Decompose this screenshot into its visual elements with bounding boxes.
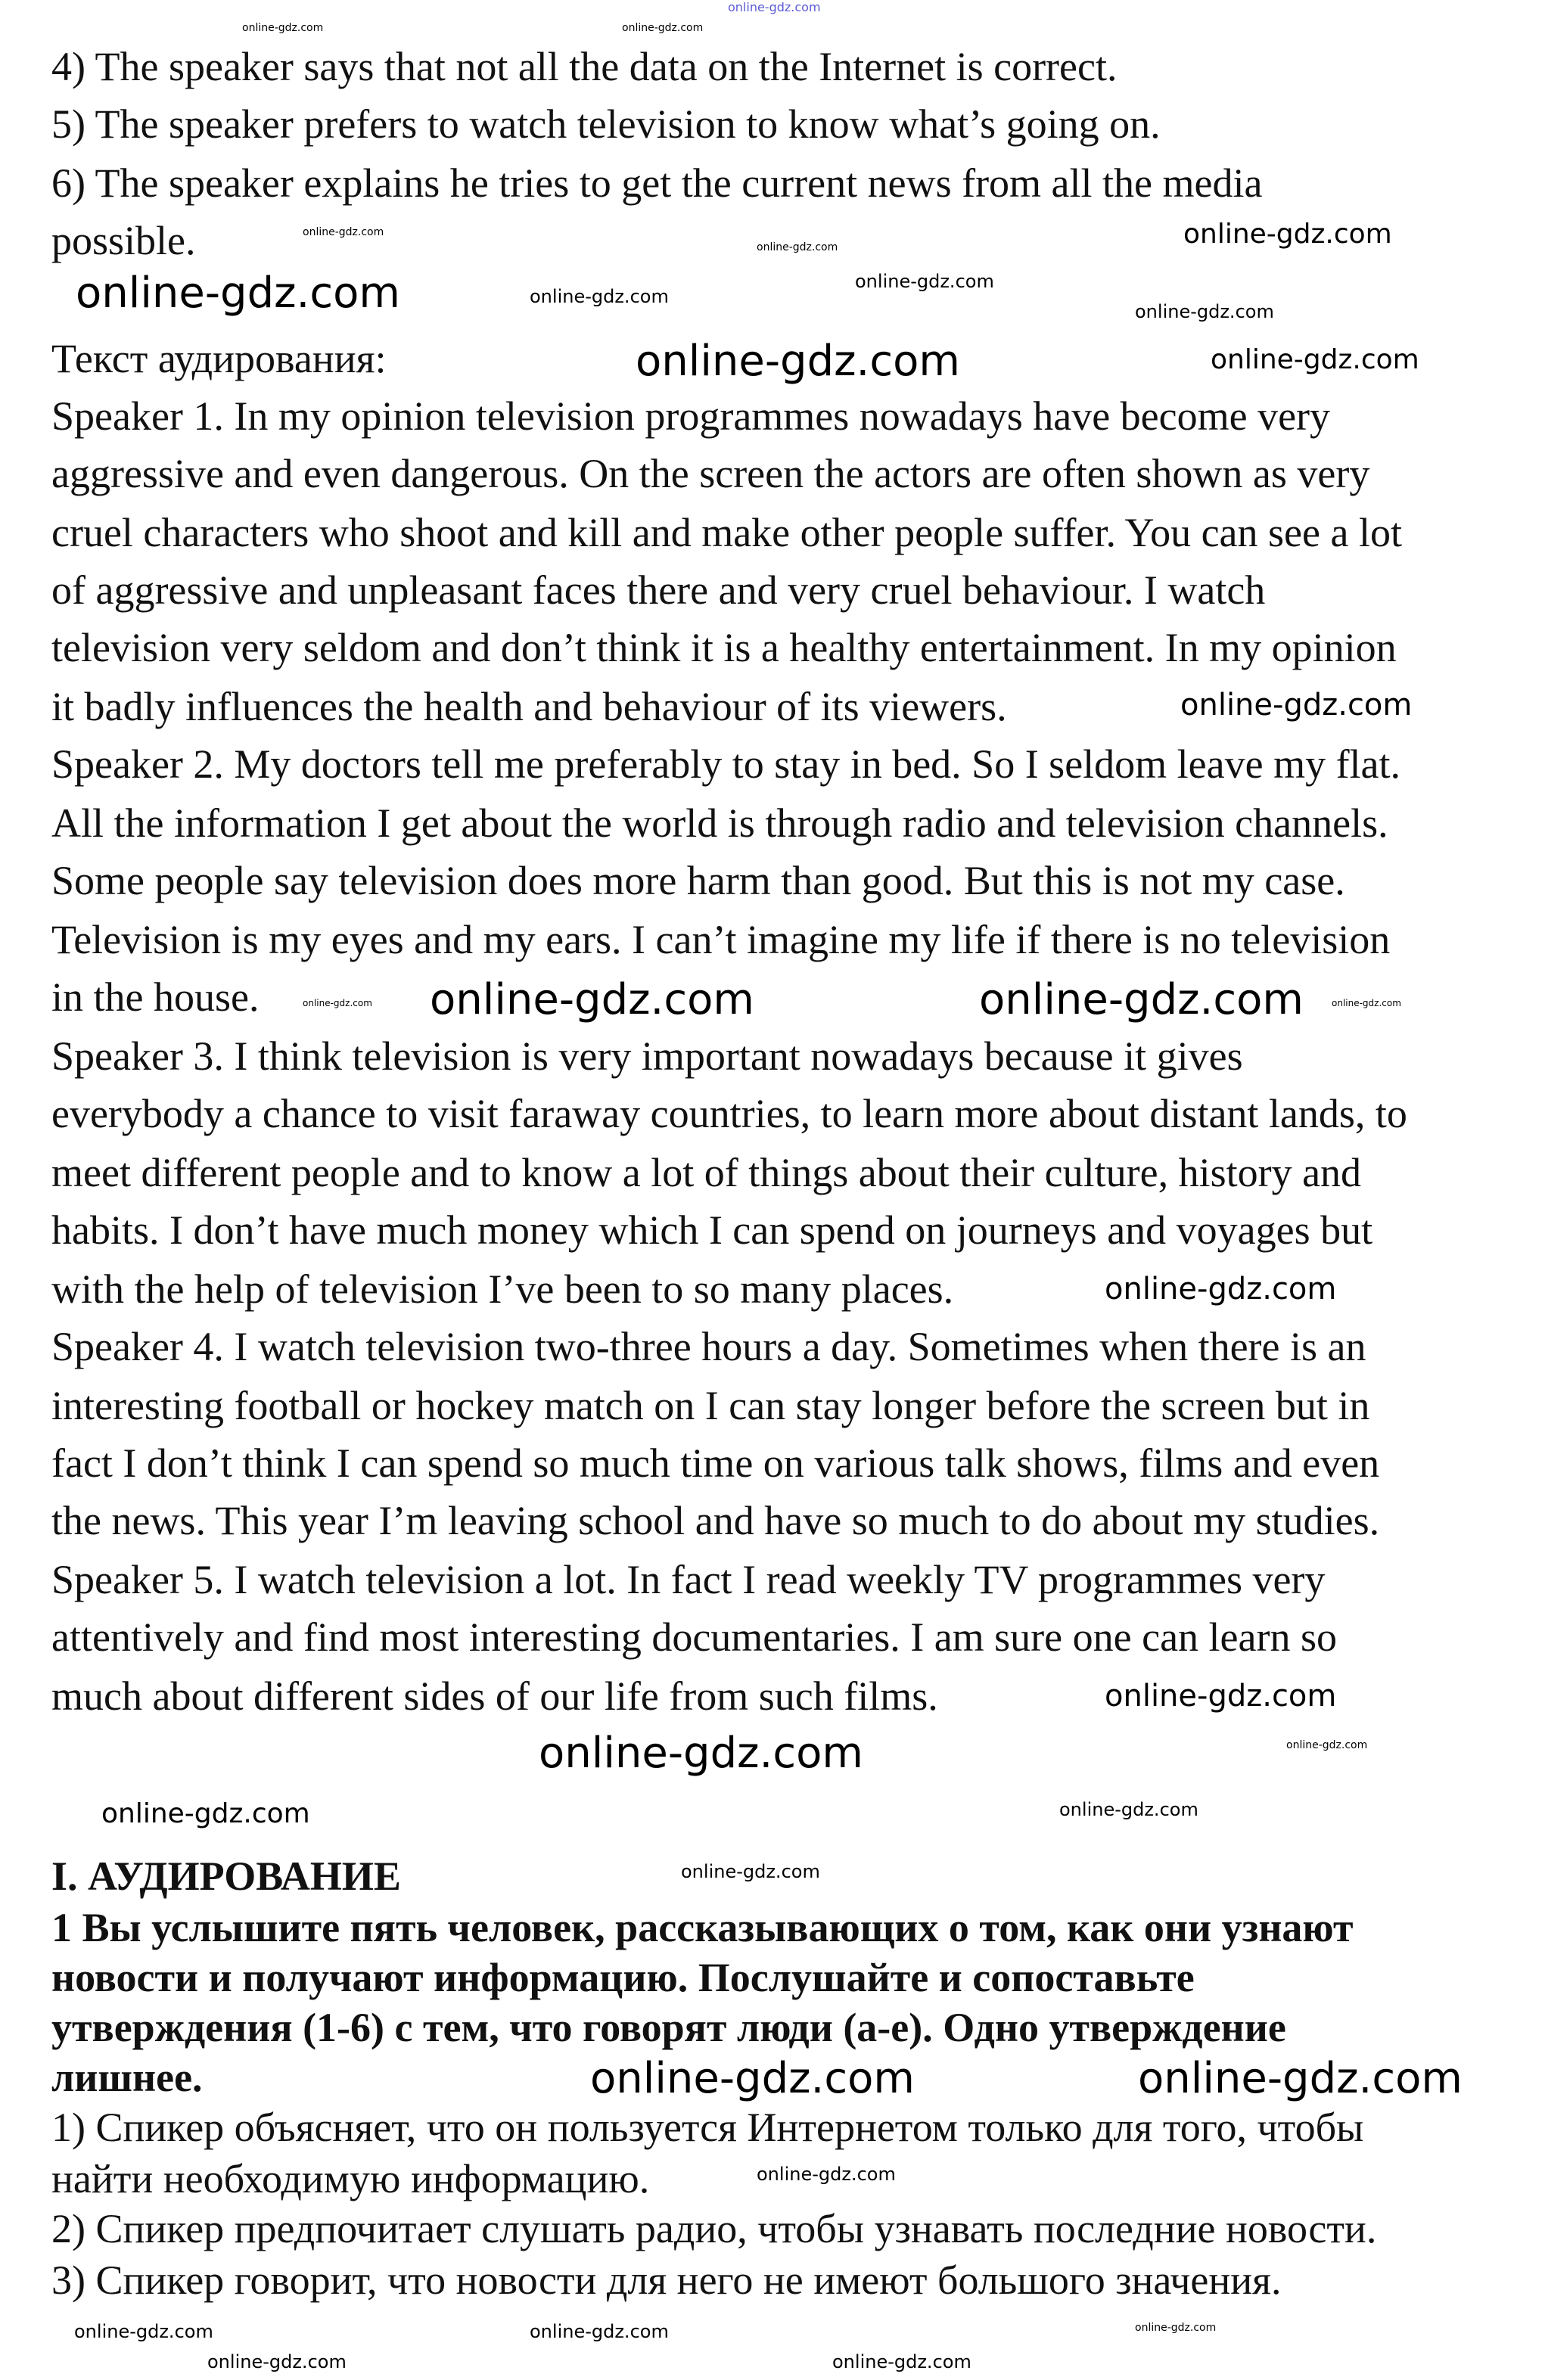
watermark: online-gdz.com xyxy=(530,286,669,307)
watermark: online-gdz.com xyxy=(303,226,384,238)
task-heading-line: новости и получают информацию. Послушайте и сопоставьте xyxy=(51,1955,1195,2000)
text-line: Television is my eyes and my ears. I can’t imagine my life if there is no television xyxy=(51,917,1391,962)
watermark: online-gdz.com xyxy=(1180,688,1413,722)
watermark: online-gdz.com xyxy=(622,22,704,34)
watermark: online-gdz.com xyxy=(74,2321,213,2342)
watermark: online-gdz.com xyxy=(1138,2054,1463,2103)
text-line: All the information I get about the world is through radio and television channels. xyxy=(51,800,1388,846)
watermark: online-gdz.com xyxy=(530,2321,669,2342)
text-line: everybody a chance to visit faraway countries, to learn more about distant lands, to xyxy=(51,1091,1407,1136)
watermark: online-gdz.com xyxy=(757,2164,896,2185)
watermark: online-gdz.com xyxy=(636,337,960,386)
watermark: online-gdz.com xyxy=(303,998,372,1008)
watermark: online-gdz.com xyxy=(1211,344,1419,375)
text-line: Speaker 2. My doctors tell me preferably to stay in bed. So I seldom leave my flat. xyxy=(51,741,1401,787)
text-line: television very seldom and don’t think it is a healthy entertainment. In my opinion xyxy=(51,625,1397,670)
task-heading-line: лишнее. xyxy=(51,2055,203,2100)
task-heading-line: утверждения (1-6) с тем, что говорят люди (а-е). Одно утверждение xyxy=(51,2005,1286,2050)
text-line: in the house. xyxy=(51,974,260,1020)
watermark: online-gdz.com xyxy=(539,1729,863,1778)
text-line: with the help of television I’ve been to so many places. xyxy=(51,1266,954,1312)
text-line: of aggressive and unpleasant faces there and very cruel behaviour. I watch xyxy=(51,567,1266,613)
text-line: attentively and find most interesting documentaries. I am sure one can learn so xyxy=(51,1614,1337,1660)
text-line: Speaker 4. I watch television two-three hours a day. Sometimes when there is an xyxy=(51,1324,1366,1369)
text-line: найти необходимую информацию. xyxy=(51,2156,650,2201)
text-line: it badly influences the health and behaviour of its viewers. xyxy=(51,684,1007,729)
task-heading-line: 1 Вы услышите пять человек, рассказывающих о том, как они узнают xyxy=(51,1905,1354,1950)
watermark: online-gdz.com xyxy=(1286,1739,1368,1751)
text-line: Текст аудирования: xyxy=(51,336,387,381)
text-line: 1) Спикер объясняет, что он пользуется Интернетом только для того, чтобы xyxy=(51,2105,1364,2150)
watermark: online-gdz.com xyxy=(1135,301,1274,322)
watermark: online-gdz.com xyxy=(832,2351,971,2372)
text-line: 5) The speaker prefers to watch television to know what’s going on. xyxy=(51,101,1161,147)
text-line: 2) Спикер предпочитает слушать радио, чтобы узнавать последние новости. xyxy=(51,2206,1377,2251)
text-line: 3) Спикер говорит, что новости для него не имеют большого значения. xyxy=(51,2257,1282,2303)
text-line: 4) The speaker says that not all the data on the Internet is correct. xyxy=(51,44,1118,89)
text-line: fact I don’t think I can spend so much time on various talk shows, films and even xyxy=(51,1440,1380,1486)
watermark: online-gdz.com xyxy=(1332,998,1401,1008)
text-line: interesting football or hockey match on I can stay longer before the screen but in xyxy=(51,1383,1370,1428)
text-line: cruel characters who shoot and kill and make other people suffer. You can see a lot xyxy=(51,510,1402,555)
watermark: online-gdz.com xyxy=(1183,219,1392,250)
watermark: online-gdz.com xyxy=(207,2351,347,2372)
watermark: online-gdz.com xyxy=(1105,1679,1337,1714)
watermark: online-gdz.com xyxy=(430,975,754,1024)
watermark: online-gdz.com xyxy=(1059,1799,1198,1820)
watermark: online-gdz.com xyxy=(681,1861,820,1882)
watermark: online-gdz.com xyxy=(242,22,324,34)
task-heading-line: I. АУДИРОВАНИЕ xyxy=(51,1853,401,1899)
watermark: online-gdz.com xyxy=(855,271,994,292)
text-line: Speaker 3. I think television is very important nowadays because it gives xyxy=(51,1033,1243,1079)
text-line: Some people say television does more harm than good. But this is not my case. xyxy=(51,858,1345,903)
text-line: 6) The speaker explains he tries to get the current news from all the media xyxy=(51,160,1263,206)
text-line: Speaker 1. In my opinion television programmes nowadays have become very xyxy=(51,393,1331,439)
watermark: online-gdz.com xyxy=(76,269,400,318)
text-line: possible. xyxy=(51,218,196,263)
watermark: online-gdz.com xyxy=(1105,1272,1337,1307)
text-line: Speaker 5. I watch television a lot. In fact I read weekly TV programmes very xyxy=(51,1557,1326,1602)
text-line: much about different sides of our life from such films. xyxy=(51,1673,938,1719)
watermark: online-gdz.com xyxy=(1135,2322,1217,2334)
watermark: online-gdz.com xyxy=(590,2054,915,2103)
text-line: meet different people and to know a lot of things about their culture, history and xyxy=(51,1150,1362,1195)
text-line: the news. This year I’m leaving school and have so much to do about my studies. xyxy=(51,1498,1380,1543)
text-line: aggressive and even dangerous. On the screen the actors are often shown as very xyxy=(51,451,1370,496)
watermark: online-gdz.com xyxy=(979,975,1304,1024)
watermark: online-gdz.com xyxy=(728,0,821,14)
text-line: habits. I don’t have much money which I can spend on journeys and voyages but xyxy=(51,1207,1373,1253)
watermark: online-gdz.com xyxy=(101,1798,310,1829)
watermark: online-gdz.com xyxy=(757,241,838,253)
